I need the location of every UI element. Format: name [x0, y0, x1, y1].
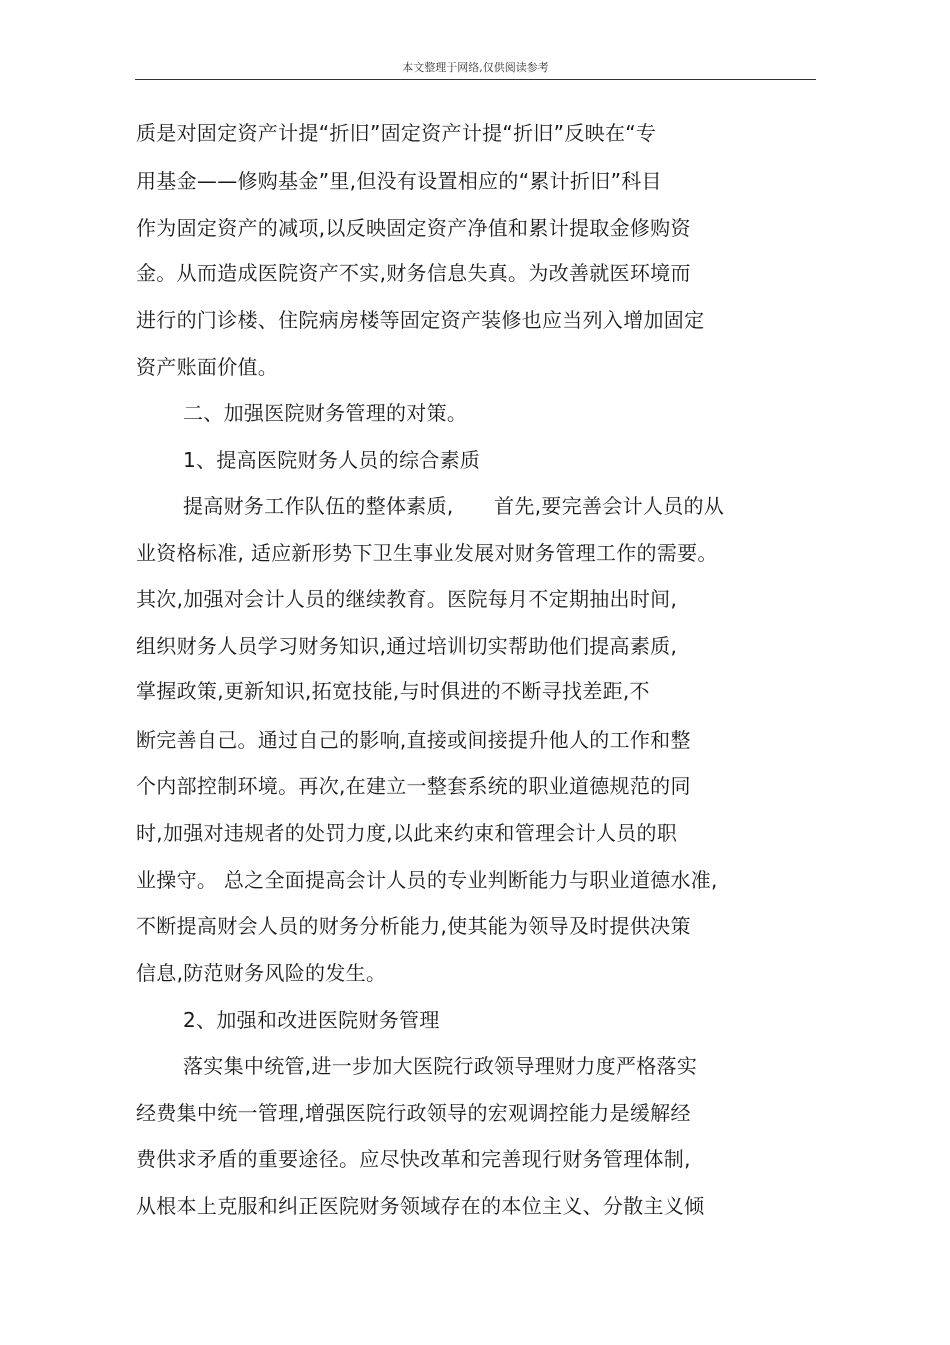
body-line: 金。从而造成医院资产不实,财务信息失真。为改善就医环境而	[136, 261, 691, 285]
body-line: 信息,防范财务风险的发生。	[136, 961, 387, 985]
body-line: 经费集中统一管理,增强医院行政领导的宏观调控能力是缓解经	[136, 1101, 691, 1125]
body-line: 时,加强对违规者的处罚力度,以此来约束和管理会计人员的职	[136, 821, 678, 845]
body-line: 断完善自己。通过自己的影响,直接或间接提升他人的工作和整	[136, 728, 691, 752]
body-line: 进行的门诊楼、住院病房楼等固定资产装修也应当列入增加固定	[136, 308, 705, 332]
subsection-heading: 1、提高医院财务人员的综合素质	[183, 448, 481, 472]
page-header	[135, 61, 816, 80]
subsection-heading: 2、加强和改进医院财务管理	[183, 1008, 440, 1032]
header-text: 本文整理于网络,仅供阅读参考	[402, 61, 549, 74]
body-line: 不断提高财会人员的财务分析能力,使其能为领导及时提供决策	[136, 914, 691, 938]
body-line: 资产账面价值。	[136, 355, 279, 379]
body-line: 用基金——修购基金”里,但没有设置相应的“累计折旧”科目	[136, 169, 662, 193]
body-line: 掌握政策,更新知识,拓宽技能,与时俱进的不断寻找差距,不	[136, 679, 650, 703]
body-line: 组织财务人员学习财务知识,通过培训切实帮助他们提高素质,	[136, 634, 678, 658]
section-heading: 二、加强医院财务管理的对策。	[183, 401, 468, 425]
body-line: 作为固定资产的减项,以反映固定资产净值和累计提取金修购资	[136, 216, 691, 240]
body-line: 费供求矛盾的重要途径。应尽快改革和完善现行财务管理体制,	[136, 1147, 691, 1171]
body-line: 从根本上克服和纠正医院财务领域存在的本位主义、分散主义倾	[136, 1194, 705, 1218]
body-line: 质是对固定资产计提“折旧”固定资产计提“折旧”反映在“专	[136, 121, 657, 145]
body-line: 业资格标准, 适应新形势下卫生事业发展对财务管理工作的需要。	[136, 541, 718, 565]
body-line: 落实集中统管,进一步加大医院行政领导理财力度严格落实	[183, 1054, 698, 1078]
body-line: 提高财务工作队伍的整体素质, 首先,要完善会计人员的从	[183, 494, 725, 518]
body-line: 个内部控制环境。再次,在建立一整套系统的职业道德规范的同	[136, 774, 691, 798]
body-line: 其次,加强对会计人员的继续教育。医院每月不定期抽出时间,	[136, 587, 678, 611]
body-line: 业操守。 总之全面提高会计人员的专业判断能力与职业道德水准,	[136, 868, 718, 892]
